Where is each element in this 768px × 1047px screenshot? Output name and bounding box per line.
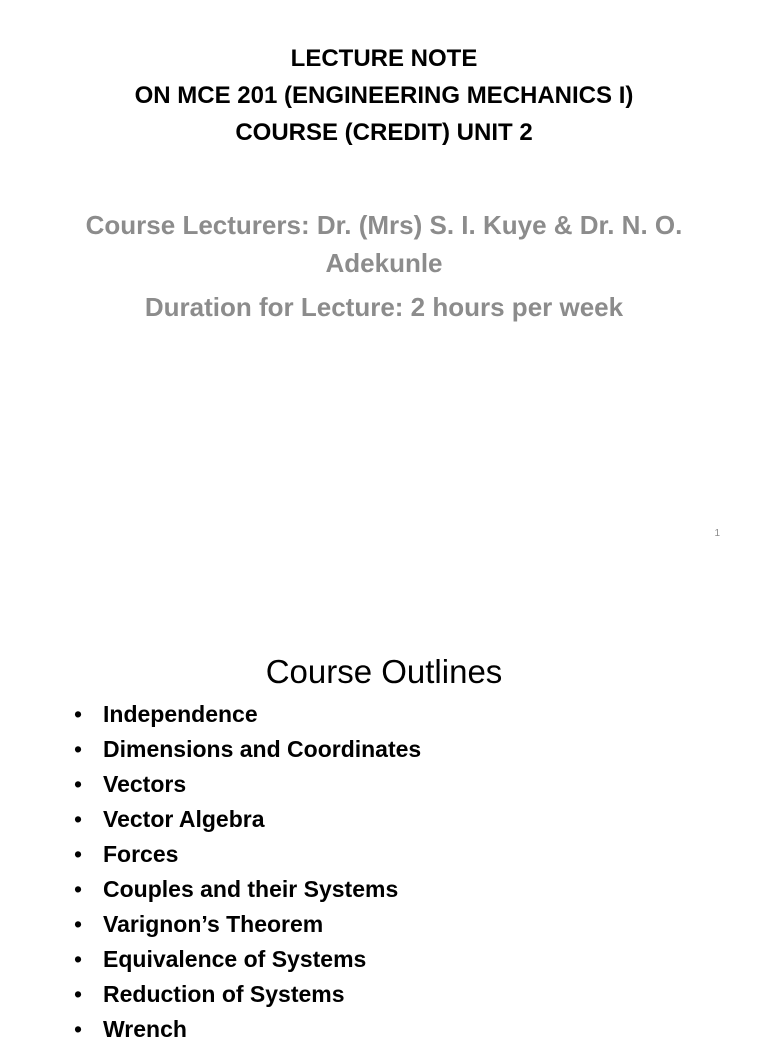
outline-item-label: Independence bbox=[103, 701, 258, 727]
outline-item-label: Equivalence of Systems bbox=[103, 946, 367, 972]
bullet-icon: • bbox=[74, 1016, 83, 1042]
title-line-2: ON MCE 201 (ENGINEERING MECHANICS I) bbox=[134, 82, 634, 109]
outline-item bbox=[74, 942, 421, 977]
outline-item-label: Vector Algebra bbox=[103, 806, 265, 832]
outline-title: Course Outlines bbox=[265, 653, 503, 690]
outline-list bbox=[74, 697, 421, 1047]
bullet-icon: • bbox=[74, 806, 83, 832]
outline-item bbox=[74, 697, 421, 732]
lecture-title bbox=[0, 40, 768, 151]
bullet-icon: • bbox=[74, 981, 83, 1007]
outline-item bbox=[74, 872, 421, 907]
outline-item bbox=[74, 907, 421, 942]
outline-item-label: Vectors bbox=[103, 771, 187, 797]
bullet-icon: • bbox=[74, 876, 83, 902]
slide-number: 1 bbox=[714, 528, 720, 539]
outline-item-label: Couples and their Systems bbox=[103, 876, 399, 902]
outline-item bbox=[74, 837, 421, 872]
bullet-icon: • bbox=[74, 841, 83, 867]
outline-item-label: Reduction of Systems bbox=[103, 981, 345, 1007]
outline-item-label: Wrench bbox=[103, 1016, 187, 1042]
bullet-icon: • bbox=[74, 736, 83, 762]
bullet-icon: • bbox=[74, 946, 83, 972]
title-line-3: COURSE (CREDIT) UNIT 2 bbox=[235, 119, 533, 146]
outline-item-label: Forces bbox=[103, 841, 179, 867]
outline-item-label: Dimensions and Coordinates bbox=[103, 736, 422, 762]
outline-slide bbox=[0, 576, 768, 1042]
lecture-duration: Duration for Lecture: 2 hours per week bbox=[144, 292, 624, 322]
title-line-1: LECTURE NOTE bbox=[290, 45, 478, 72]
course-lecturers: Course Lecturers: Dr. (Mrs) S. I. Kuye & Dr. N. O. Adekunle bbox=[85, 210, 683, 278]
bullet-icon: • bbox=[74, 701, 83, 727]
outline-item bbox=[74, 977, 421, 1012]
bullet-icon: • bbox=[74, 911, 83, 937]
outline-item bbox=[74, 802, 421, 837]
lecture-subtitle bbox=[40, 206, 728, 326]
outline-item-label: Varignon’s Theorem bbox=[103, 911, 324, 937]
outline-item bbox=[74, 732, 421, 767]
bullet-icon: • bbox=[74, 771, 83, 797]
outline-item bbox=[74, 767, 421, 802]
outline-item bbox=[74, 1012, 421, 1047]
